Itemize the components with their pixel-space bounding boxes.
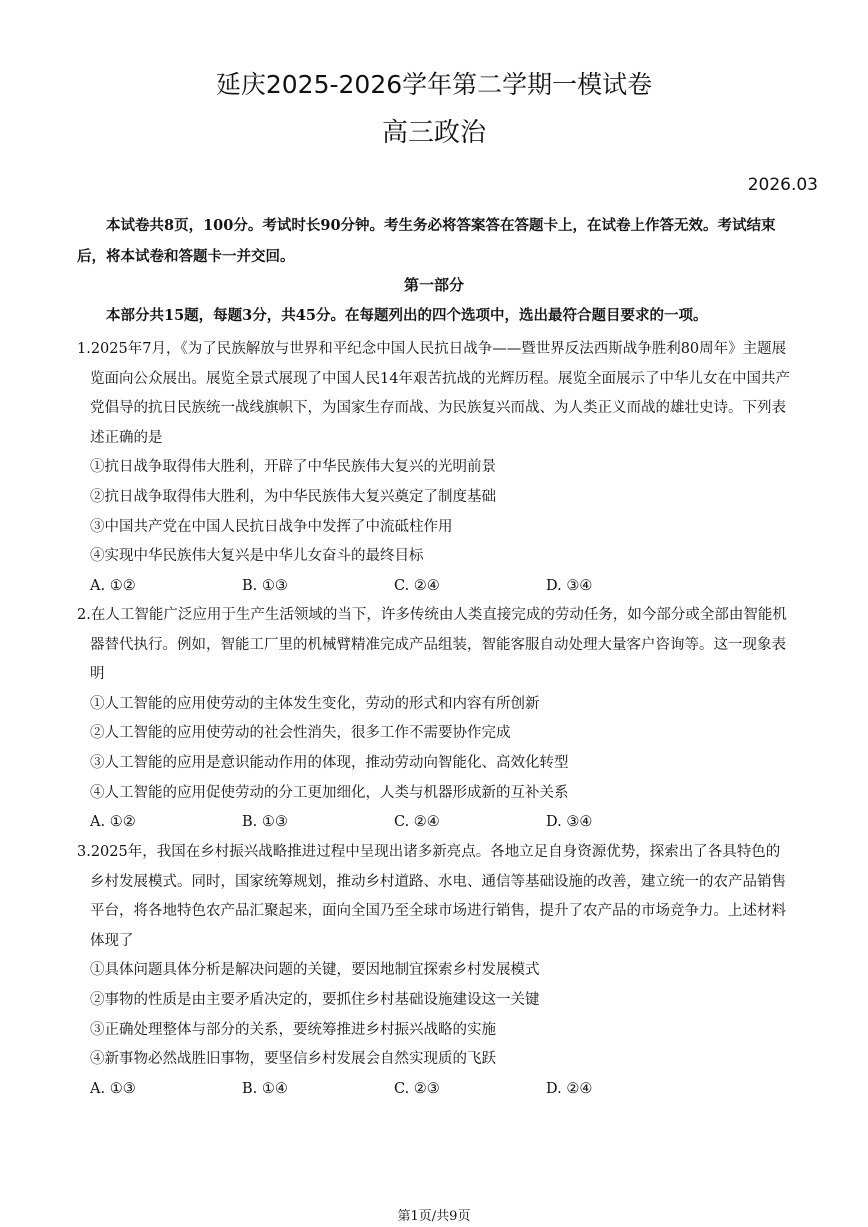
statement-option: ①抗日战争取得伟大胜利，开辟了中华民族伟大复兴的光明前景 [90, 459, 496, 476]
choice-b: B. ①③ [242, 577, 288, 594]
choice-b: B. ①③ [242, 814, 288, 831]
part-instructions: 本部分共15题，每题3分，共45分。在每题列出的四个选项中，选出最符合题目要求的一项。 [106, 307, 708, 324]
question-stem: 1.2025年7月，《为了民族解放与世界和平纪念中国人民抗日战争——暨世界反法西斯战争胜利80周年》主题展览面向公众展出。展览全景式展现了中国人民14年艰苦抗战的光辉历程。展览全面展示了中华儿女在中国共产党倡导的抗日民族统一战线旗帜下，为国家生存而战、为民族复兴而战、为人类正义而战的雄壮史诗。下列表述正确的是 [77, 341, 790, 446]
answer-choices [77, 1075, 793, 1105]
choice-a: A. ①② [90, 814, 136, 831]
choice-c: C. ②④ [394, 814, 440, 831]
answer-choices [77, 572, 793, 602]
statement-option: ④实现中华民族伟大复兴是中华儿女奋斗的最终目标 [90, 548, 424, 565]
statement-option: ③中国共产党在中国人民抗日战争中发挥了中流砥柱作用 [90, 518, 453, 535]
exam-subtitle: 高三政治 [381, 118, 486, 148]
choice-d: D. ③④ [546, 577, 593, 594]
choice-b: B. ①④ [242, 1080, 288, 1097]
exam-instructions: 本试卷共8页，100分。考试时长90分钟。考生务必将答案答在答题卡上，在试卷上作答无效。考试结束后，将本试卷和答题卡一并交回。 [77, 217, 776, 265]
choice-d: D. ③④ [546, 814, 593, 831]
statement-option: ③人工智能的应用是意识能动作用的体现，推动劳动向智能化、高效化转型 [90, 754, 569, 771]
question-stem: 3.2025年，我国在乡村振兴战略推进过程中呈现出诸多新亮点。各地立足自身资源优势，探索出了各具特色的乡村发展模式。同时，国家统筹规划，推动乡村道路、水电、通信等基础设施的改善，建立统一的农产品销售平台，将各地特色农产品汇聚起来，面向全国乃至全球市场进行销售，提升了农产品的市场竞争力。上述材料体现了 [77, 844, 786, 949]
choice-c: C. ②④ [394, 577, 440, 594]
statement-option: ④人工智能的应用促使劳动的分工更加细化，人类与机器形成新的互补关系 [90, 784, 569, 801]
statement-option: ①具体问题具体分析是解决问题的关键，要因地制宜探索乡村发展模式 [90, 962, 540, 979]
choice-d: D. ②④ [546, 1080, 593, 1097]
answer-choices [77, 808, 793, 838]
statement-option: ②抗日战争取得伟大胜利，为中华民族伟大复兴奠定了制度基础 [90, 488, 496, 505]
question-1 [77, 335, 793, 601]
choice-a: A. ①② [90, 577, 136, 594]
question-2 [77, 601, 793, 838]
statement-option: ④新事物必然战胜旧事物，要坚信乡村发展会自然实现质的飞跃 [90, 1051, 496, 1068]
part-title: 第一部分 [403, 276, 464, 294]
exam-date: 2026.03 [747, 175, 818, 195]
statement-option: ②事物的性质是由主要矛盾决定的，要抓住乡村基础设施建设这一关键 [90, 991, 540, 1008]
choice-a: A. ①③ [90, 1080, 136, 1097]
question-3 [77, 838, 793, 1104]
statement-option: ①人工智能的应用使劳动的主体发生变化，劳动的形式和内容有所创新 [90, 695, 540, 712]
exam-title: 延庆2025-2026学年第二学期一模试卷 [215, 70, 653, 99]
statement-option: ③正确处理整体与部分的关系，要统筹推进乡村振兴战略的实施 [90, 1021, 496, 1038]
page-number: 第1页/共9页 [397, 1209, 471, 1224]
choice-c: C. ②③ [394, 1080, 440, 1097]
question-stem: 2.在人工智能广泛应用于生产生活领域的当下，许多传统由人类直接完成的劳动任务，如今部分或全部由智能机器替代执行。例如，智能工厂里的机械臂精准完成产品组装，智能客服自动处理大量客户咨询等。这一现象表明 [77, 607, 787, 683]
statement-option: ②人工智能的应用使劳动的社会性消失，很多工作不需要协作完成 [90, 725, 511, 742]
